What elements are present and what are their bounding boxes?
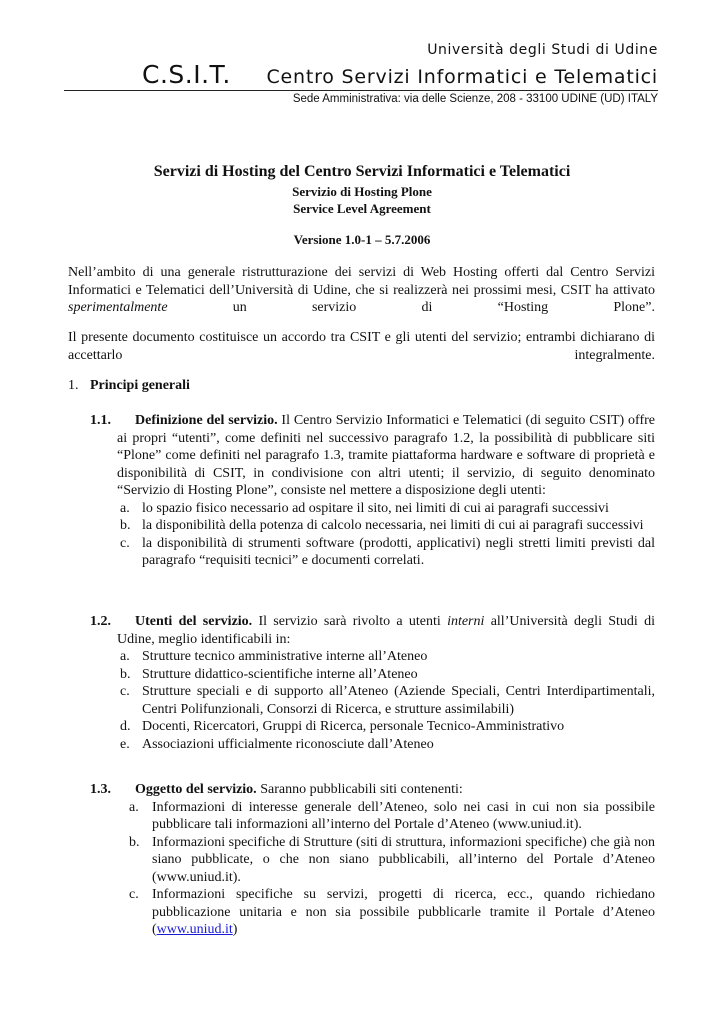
list-item: b. Strutture didattico-scientifiche interne all’Ateneo	[120, 666, 418, 682]
section-title: Principi generali	[90, 378, 190, 393]
section-heading	[68, 378, 190, 394]
intro-paragraph-1	[68, 264, 655, 334]
subsection-text: Il Centro Servizio Informatici e Telematici (di seguito CSIT) offre ai propri “utenti”, come definiti nel successivo paragrafo 1.2, la possibilità di pubblicare siti “Plone” come definiti nel paragrafo 1.3, tramite piattaforma hardware e software di proprietà e disponibilità di CSIT, in condivisione con altri utenti; il servizio, di seguito denominato “Servizio di Hosting Plone”, consiste nel mettere a disposizione degli utenti:	[117, 413, 656, 498]
list-item: c. Informazioni specifiche su servizi, progetti di ricerca, ecc., quando richiedano pubblicazione unitaria e non sia possibile pubblicarle tramite il Portale d’Ateneo (www.uniud.it)	[129, 887, 655, 937]
subsection-heading: Utenti del servizio.	[135, 614, 253, 629]
list	[117, 799, 655, 939]
acronym-logo: C.S.I.T.	[142, 60, 231, 89]
subsection-heading: Oggetto del servizio.	[135, 782, 257, 797]
university-name: Università degli Studi di Udine	[427, 42, 658, 58]
list	[117, 648, 655, 753]
intro-text: Nell’ambito di una generale ristrutturazione dei servizi di Web Hosting offerti dal Centro Servizi Informatici e Telematici dell’Università di Udine, che si realizzerà nei prossimi mesi, CSIT ha attivato	[68, 265, 655, 298]
document-title: Servizi di Hosting del Centro Servizi Informatici e Telematici	[153, 163, 571, 180]
subsection-text-end: all’Università degli Studi di Udine, meglio identificabili in:	[117, 614, 655, 647]
header-divider	[64, 90, 658, 91]
list-item: b. la disponibilità della potenza di calcolo necessaria, nei limiti di cui ai paragrafi successivi	[120, 518, 644, 533]
subsection-heading: Definizione del servizio.	[135, 413, 278, 428]
list-item: a. Strutture tecnico amministrative interne all’Ateneo	[120, 649, 428, 664]
uniud-link[interactable]: www.uniud.it	[156, 922, 233, 937]
subsection-number: 1.1.	[90, 413, 111, 428]
center-name: Centro Servizi Informatici e Telematici	[266, 66, 658, 88]
subsection-number: 1.3.	[90, 782, 111, 797]
subsection-text: Saranno pubblicabili siti contenenti:	[256, 782, 463, 797]
subsection-emphasis: interni	[447, 614, 485, 629]
subsection-1-3	[90, 781, 655, 939]
list-item: d. Docenti, Ricercatori, Gruppi di Ricerca, personale Tecnico-Amministrativo	[120, 719, 565, 734]
list-item: c. Strutture speciali e di supporto all’Ateneo (Aziende Speciali, Centri Interdipartimentali, Centri Polifunzionali, Consorzi di Ricerca, e strutture assimilabili)	[120, 684, 655, 717]
list	[117, 500, 655, 570]
subsection-text: Il servizio sarà rivolto a utenti	[252, 614, 448, 629]
intro-emphasis: sperimentalmente	[68, 300, 168, 315]
list-item: c. la disponibilità di strumenti software (prodotti, applicativi) negli stretti limiti previsti dal paragrafo “requisiti tecnici” e documenti correlati.	[120, 535, 655, 568]
document-subtitle: Servizio di Hosting Plone	[292, 184, 432, 199]
subsection-1-2	[90, 613, 655, 753]
version-line: Versione 1.0-1 – 5.7.2006	[293, 232, 431, 247]
list-item: a. Informazioni di interesse generale dell’Ateneo, solo nei casi in cui non sia possibile pubblicare tali informazioni all’interno del Portale d’Ateneo (www.uniud.it).	[129, 799, 655, 832]
subsection-1-1	[90, 412, 655, 570]
intro-text-end: un servizio di “Hosting Plone”.	[167, 300, 655, 315]
document-subtitle-2: Service Level Agreement	[293, 201, 431, 216]
list-item: e. Associazioni ufficialmente riconosciute dall’Ateneo	[120, 736, 434, 752]
list-item: b. Informazioni specifiche di Strutture (siti di struttura, informazioni specifiche) che già non siano pubblicate, o che non siano pubblicabili, all’interno del Portale d’Ateneo (www.uniud.it).	[129, 834, 655, 885]
address-line: Sede Amministrativa: via delle Scienze, 208 - 33100 UDINE (UD) ITALY	[292, 93, 658, 105]
subsection-number: 1.2.	[90, 614, 111, 629]
section-number: 1.	[68, 378, 79, 393]
intro-paragraph-2: Il presente documento costituisce un accordo tra CSIT e gli utenti del servizio; entrambi dichiarano di accettarlo integralmente.	[68, 330, 655, 363]
list-item: a. lo spazio fisico necessario ad ospitare il sito, nei limiti di cui ai paragrafi successivi	[120, 500, 609, 516]
